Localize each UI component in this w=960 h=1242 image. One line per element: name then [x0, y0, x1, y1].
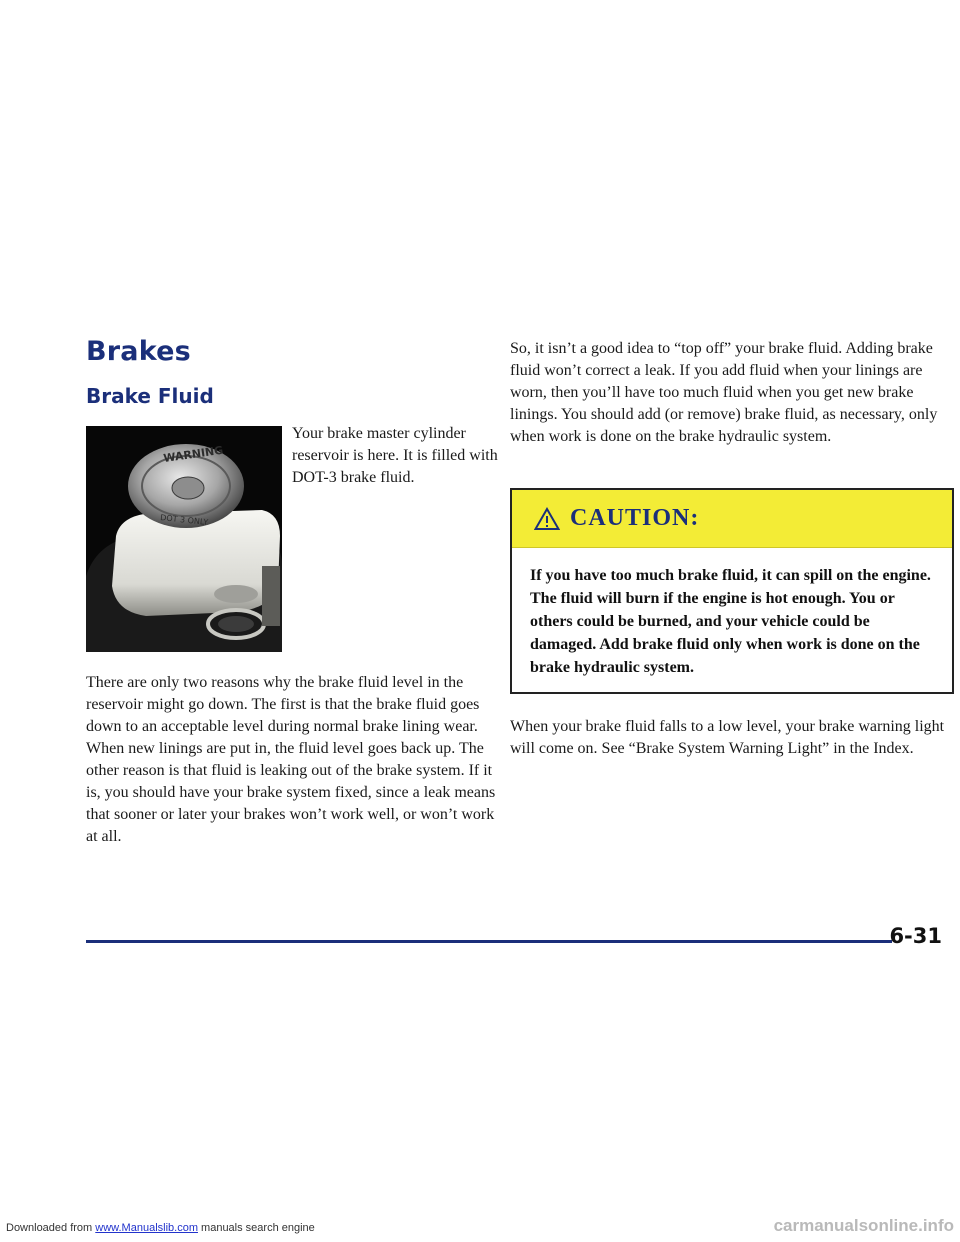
- page-number: 6-31: [889, 924, 942, 948]
- footer-rule: [86, 940, 892, 943]
- footer-suffix: manuals search engine: [197, 1222, 315, 1234]
- watermark: carmanualsonline.info: [773, 1216, 954, 1235]
- cap-label-top: WARNING: [162, 443, 224, 465]
- manualslib-link[interactable]: www.Manualslib.com: [95, 1222, 198, 1234]
- download-footer: [6, 1222, 315, 1234]
- warning-light-paragraph: When your brake fluid falls to a low level, your brake warning light will come on. See “Brake System Warning Light” in the Index.: [510, 718, 945, 757]
- subsection-title: Brake Fluid: [86, 384, 214, 408]
- caution-label: CAUTION:: [570, 505, 700, 531]
- caution-box: [510, 488, 954, 694]
- section-title: Brakes: [86, 336, 191, 367]
- brake-reservoir-illustration: [86, 426, 282, 652]
- warning-triangle-icon: [534, 507, 560, 531]
- caution-text: If you have too much brake fluid, it can spill on the engine. The fluid will burn if the engine is hot enough. You or others could be burned, and your vehicle could be damaged. Add brake fluid only when work is done on the brake hydraulic system.: [530, 567, 931, 676]
- brake-reservoir-photo: [86, 426, 282, 652]
- footer-prefix: Downloaded from: [6, 1222, 96, 1234]
- caution-header: [512, 490, 952, 548]
- cap-label-bottom: DOT 3 ONLY: [159, 513, 209, 528]
- brake-fluid-level-paragraph: There are only two reasons why the brake fluid level in the reservoir might go down. The first is that the brake fluid goes down to an acceptable level during normal brake lining wear. When new linings are put in, the fluid level goes back up. The other reason is that fluid is leaking out of the brake system. If it is, you should have your brake system fixed, since a leak means that sooner or later your brakes won’t work well, or won’t work at all.: [86, 674, 496, 845]
- photo-caption: Your brake master cylinder reservoir is here. It is filled with DOT-3 brake fluid.: [292, 425, 498, 486]
- top-off-paragraph: So, it isn’t a good idea to “top off” your brake fluid. Adding brake fluid won’t correct a leak. If you add fluid when your linings are worn, then you’ll have too much fluid when you get new brake linings. You should add (or remove) brake fluid, as necessary, only when work is done on the brake hydraulic system.: [510, 340, 938, 445]
